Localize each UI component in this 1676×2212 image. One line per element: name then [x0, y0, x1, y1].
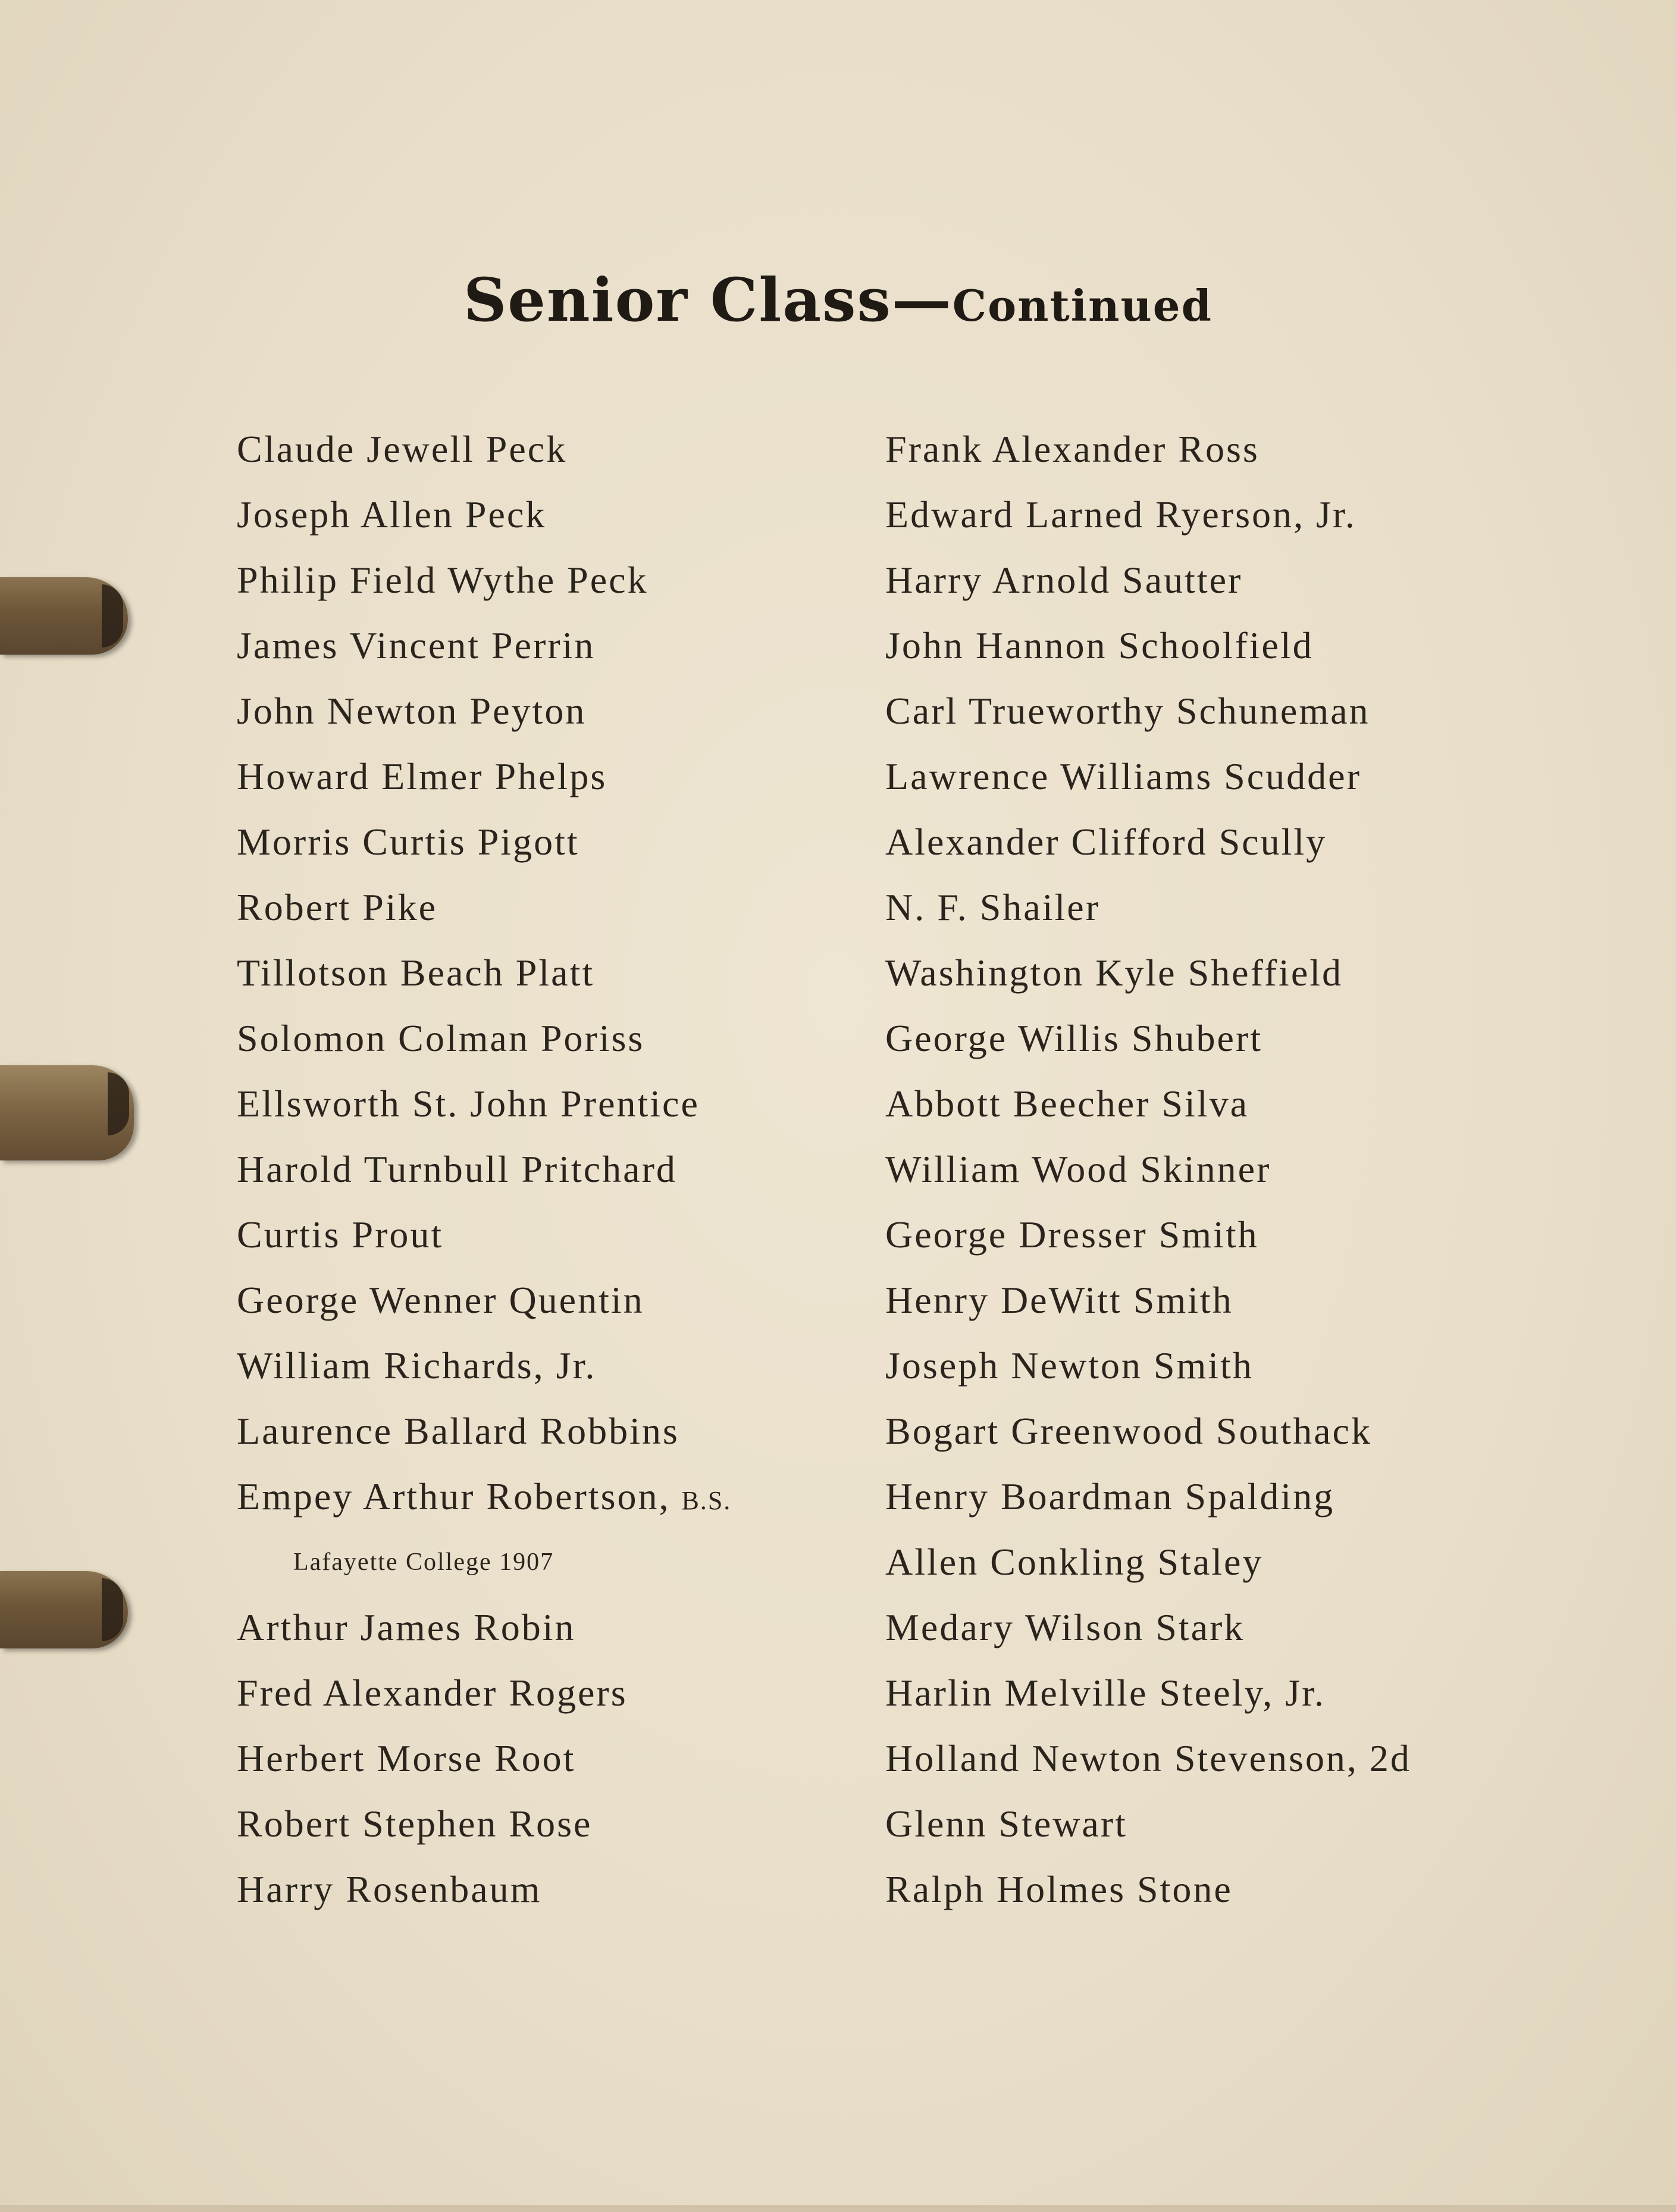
list-item: Harlin Melville Steely, Jr.	[885, 1672, 1326, 1714]
list-item: Washington Kyle Sheffield	[885, 952, 1343, 994]
list-item: Howard Elmer Phelps	[237, 755, 607, 797]
list-item: N. F. Shailer	[885, 886, 1100, 928]
list-item: Claude Jewell Peck	[237, 428, 568, 470]
list-item: Alexander Clifford Scully	[885, 821, 1327, 863]
degree-label: B.S.	[681, 1486, 732, 1515]
list-item: Edward Larned Ryerson, Jr.	[885, 493, 1357, 536]
list-item: Glenn Stewart	[885, 1803, 1127, 1845]
list-item: John Newton Peyton	[237, 690, 587, 732]
robertson-name: Empey Arthur Robertson,	[237, 1475, 671, 1518]
list-item: Bogart Greenwood Southack	[885, 1410, 1372, 1452]
binding-tie-top	[0, 577, 128, 655]
list-item-robertson	[237, 1464, 731, 1529]
list-item: Joseph Allen Peck	[237, 493, 547, 536]
list-item: Harry Arnold Sautter	[885, 559, 1243, 601]
list-item: James Vincent Perrin	[237, 624, 596, 667]
list-item: Fred Alexander Rogers	[237, 1672, 628, 1714]
title-continued: Continued	[952, 280, 1213, 331]
list-item: Medary Wilson Stark	[885, 1606, 1245, 1648]
page-bottom-edge	[0, 2205, 1676, 2212]
list-item: Henry Boardman Spalding	[885, 1475, 1335, 1518]
list-item: Lawrence Williams Scudder	[885, 755, 1361, 797]
list-item: Robert Pike	[237, 886, 437, 928]
list-item: Harry Rosenbaum	[237, 1868, 542, 1910]
list-item: Tillotson Beach Platt	[237, 952, 595, 994]
list-item: George Willis Shubert	[885, 1017, 1263, 1059]
list-item: Frank Alexander Ross	[885, 428, 1260, 470]
list-item: Curtis Prout	[237, 1213, 444, 1256]
college-note: Lafayette College 1907	[293, 1548, 555, 1576]
list-item: George Dresser Smith	[885, 1213, 1259, 1256]
page-title	[0, 265, 1676, 335]
list-item: Joseph Newton Smith	[885, 1344, 1254, 1387]
left-name-column	[237, 417, 731, 1922]
list-item: Ralph Holmes Stone	[885, 1868, 1233, 1910]
list-item: Carl Trueworthy Schuneman	[885, 690, 1370, 732]
title-dash: —	[891, 265, 953, 335]
right-name-column	[885, 417, 1411, 1922]
list-item: John Hannon Schoolfield	[885, 624, 1314, 667]
list-item: Henry DeWitt Smith	[885, 1279, 1233, 1321]
list-item: Harold Turnbull Pritchard	[237, 1148, 677, 1190]
list-item: Holland Newton Stevenson, 2d	[885, 1737, 1411, 1779]
list-item: Laurence Ballard Robbins	[237, 1410, 679, 1452]
binding-tie-middle	[0, 1065, 134, 1160]
list-item: Allen Conkling Staley	[885, 1541, 1264, 1583]
list-item: William Wood Skinner	[885, 1148, 1271, 1190]
list-item: George Wenner Quentin	[237, 1279, 644, 1321]
list-item: Ellsworth St. John Prentice	[237, 1082, 700, 1125]
list-item: Robert Stephen Rose	[237, 1803, 593, 1845]
list-item: Arthur James Robin	[237, 1606, 576, 1648]
list-item: Abbott Beecher Silva	[885, 1082, 1249, 1125]
list-item: Morris Curtis Pigott	[237, 821, 579, 863]
list-item: William Richards, Jr.	[237, 1344, 597, 1387]
list-item: Solomon Colman Poriss	[237, 1017, 645, 1059]
list-item: Philip Field Wythe Peck	[237, 559, 649, 601]
binding-tie-bottom	[0, 1571, 128, 1648]
title-main: Senior Class	[463, 265, 892, 335]
list-item: Herbert Morse Root	[237, 1737, 576, 1779]
